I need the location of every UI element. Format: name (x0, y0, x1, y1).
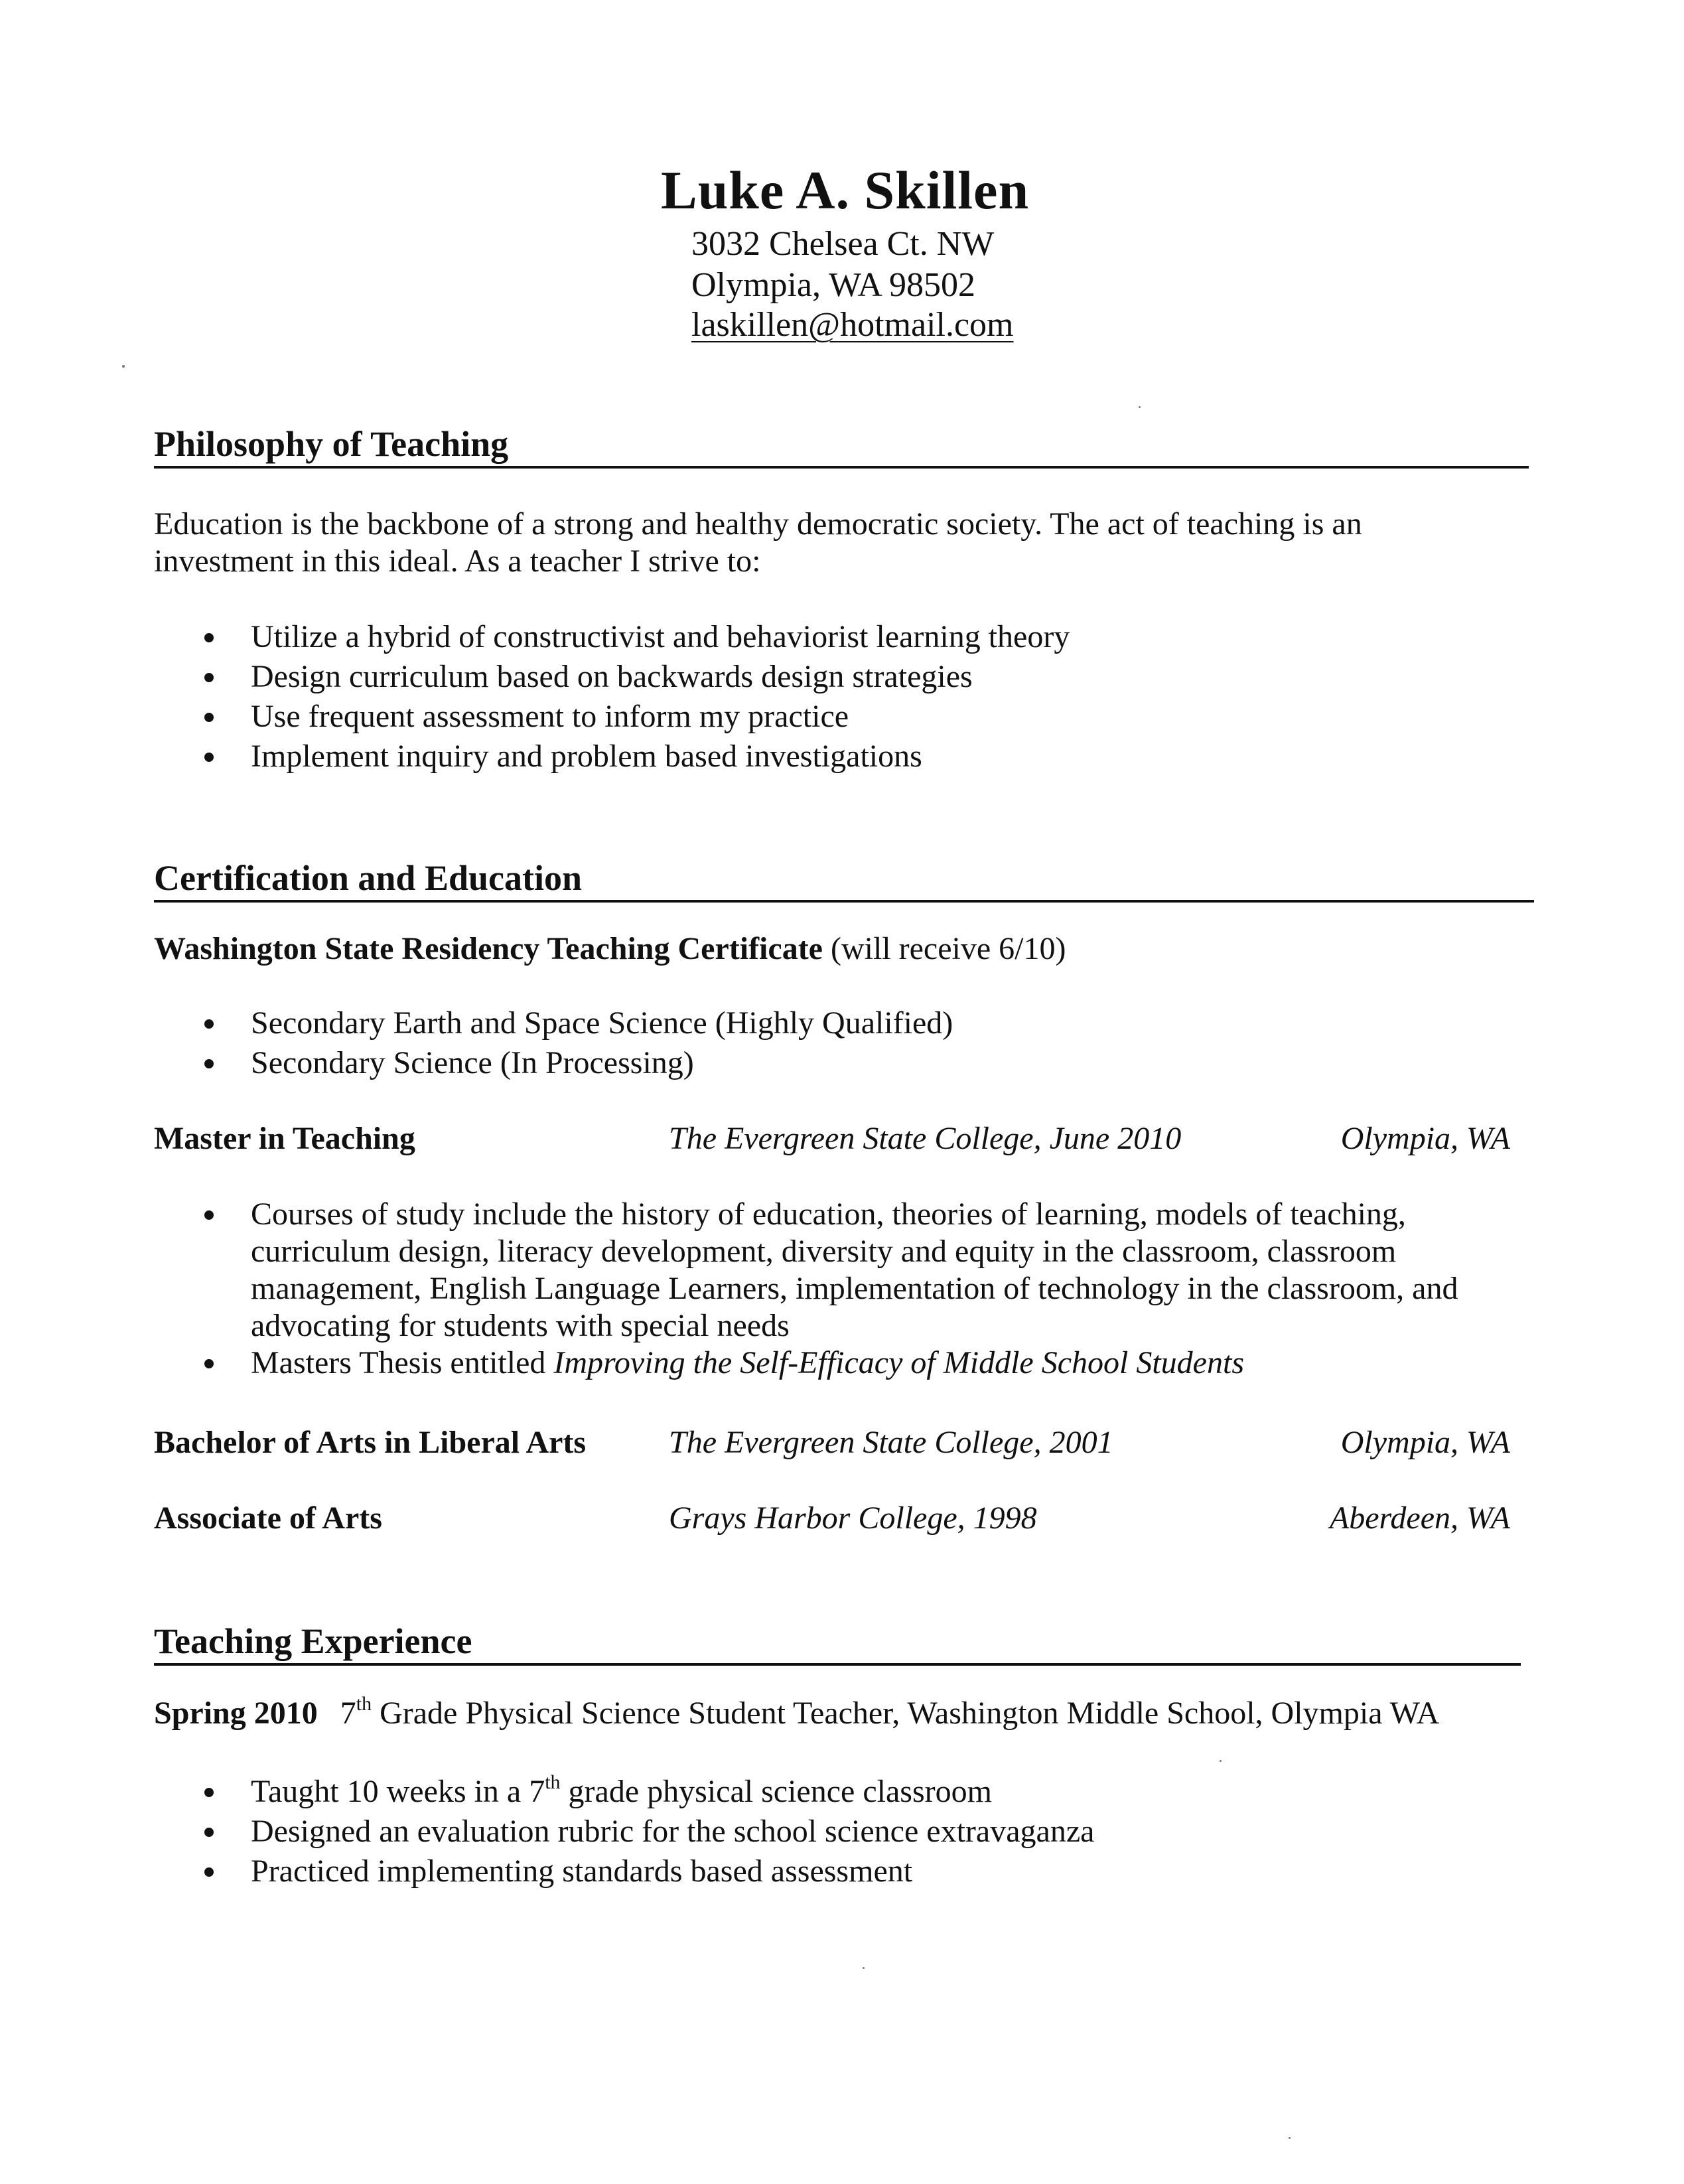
email-link[interactable]: laskillen@hotmail.com (691, 306, 1014, 344)
certificate-title: Washington State Residency Teaching Certificate (154, 931, 823, 966)
list-item: Implement inquiry and problem based investigations (199, 737, 1070, 776)
list-item: Use frequent assessment to inform my practice (199, 697, 1070, 737)
list-item: Designed an evaluation rubric for the school science extravaganza (199, 1812, 1094, 1852)
degree-title: Associate of Arts (154, 1500, 382, 1536)
experience-bullet-list (199, 1772, 1094, 1891)
section-heading-education (154, 856, 1534, 903)
course-line: Courses of study include the history of education, theories of learning, models of teaching, (251, 1197, 1406, 1232)
paragraph-line: Education is the backbone of a strong and healthy democratic society. The act of teaching is an (154, 506, 1362, 542)
certificate-bullet-list (199, 1003, 953, 1083)
course-line: advocating for students with special needs (251, 1308, 790, 1343)
experience-term: Spring 2010 (154, 1696, 318, 1731)
degree-location: Aberdeen, WA (1329, 1500, 1510, 1536)
degree-institution: The Evergreen State College, 2001 (669, 1425, 1113, 1460)
city-state-zip: Olympia, WA 98502 (691, 266, 976, 304)
grade-ordinal: th (356, 1693, 372, 1715)
grade-ordinal: th (545, 1771, 561, 1793)
course-line: management, English Language Learners, implementation of technology in the classroom, and (251, 1271, 1458, 1306)
list-item-thesis (199, 1345, 1458, 1382)
bullet-text: grade physical science classroom (560, 1774, 992, 1809)
degree-location: Olympia, WA (1340, 1121, 1510, 1156)
thesis-prefix: Masters Thesis entitled (251, 1345, 554, 1380)
degree-location: Olympia, WA (1340, 1425, 1510, 1460)
section-title: Philosophy of Teaching (154, 422, 508, 469)
degree-title: Master in Teaching (154, 1121, 415, 1156)
course-line: curriculum design, literacy development, diversity and equity in the classroom, classroom (251, 1234, 1397, 1269)
bullet-text: Taught 10 weeks in a 7 (251, 1774, 545, 1809)
scan-speck (1139, 406, 1141, 408)
degree-title: Bachelor of Arts in Liberal Arts (154, 1425, 587, 1460)
list-item: Practiced implementing standards based assessment (199, 1852, 1094, 1891)
section-heading-philosophy (154, 422, 1529, 469)
philosophy-paragraph (154, 506, 1494, 580)
list-item: Secondary Science (In Processing) (199, 1043, 953, 1083)
scan-speck (1289, 2137, 1291, 2139)
list-item: Utilize a hybrid of constructivist and behaviorist learning theory (199, 617, 1070, 657)
degree-institution: Grays Harbor College, 1998 (669, 1500, 1037, 1536)
section-title: Certification and Education (154, 856, 582, 903)
master-bullet-list (199, 1196, 1458, 1382)
scan-speck (122, 365, 125, 368)
experience-entry (154, 1695, 1439, 1731)
degree-institution: The Evergreen State College, June 2010 (669, 1121, 1182, 1156)
section-heading-experience (154, 1619, 1521, 1666)
list-item: Secondary Earth and Space Science (Highly Qualified) (199, 1003, 953, 1043)
experience-position: Grade Physical Science Student Teacher, Washington Middle School, Olympia WA (372, 1696, 1440, 1731)
list-item-courses (199, 1196, 1458, 1345)
section-title: Teaching Experience (154, 1619, 472, 1666)
street-address: 3032 Chelsea Ct. NW (691, 225, 995, 263)
list-item: Design curriculum based on backwards design strategies (199, 657, 1070, 697)
scan-speck (863, 1967, 865, 1969)
list-item (199, 1772, 1094, 1812)
thesis-title: Improving the Self-Efficacy of Middle School Students (553, 1345, 1244, 1380)
certificate-line (154, 930, 1066, 967)
scan-speck (1220, 1760, 1222, 1762)
philosophy-bullet-list (199, 617, 1070, 776)
candidate-name: Luke A. Skillen (661, 160, 1030, 220)
grade-number: 7 (340, 1696, 356, 1731)
paragraph-line: investment in this ideal. As a teacher I strive to: (154, 544, 761, 579)
certificate-note: (will receive 6/10) (822, 931, 1066, 966)
